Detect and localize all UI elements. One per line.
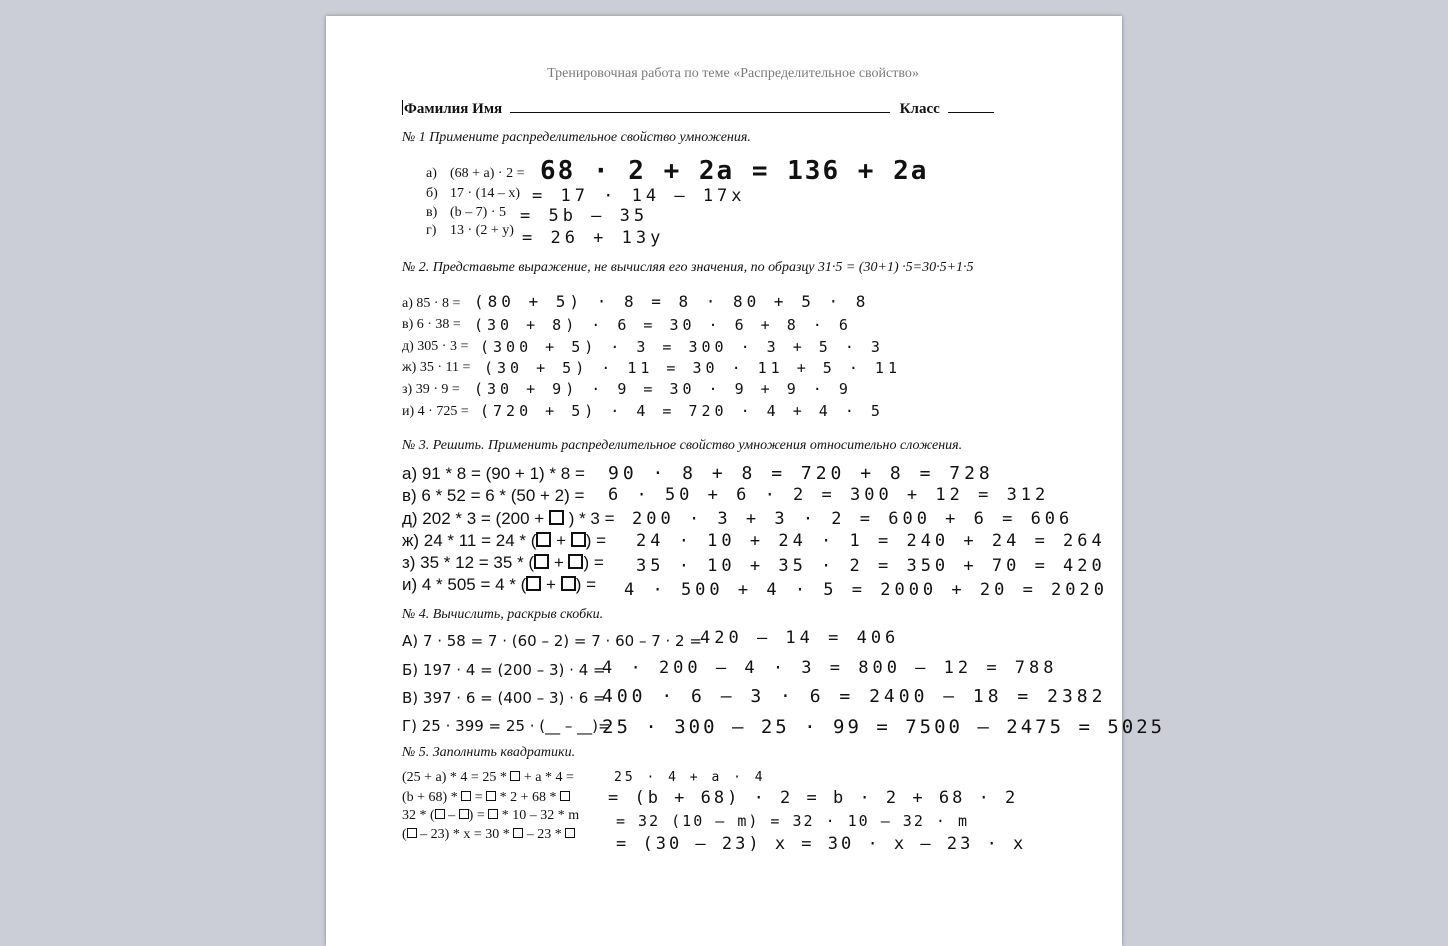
task5-answer-c: = 32 (10 – m) = 32 · 10 – 32 · m — [616, 812, 969, 830]
expr-part: и) 4 * 505 = 4 * ( — [402, 575, 527, 594]
task3-header: № 3. Решить. Применить распределительное свойство умножения относительно сложения. — [402, 438, 963, 453]
small-box — [488, 809, 498, 819]
item-expr: 13 · (2 + у) — [450, 223, 514, 238]
expr-part: – — [448, 808, 456, 823]
blank-box — [534, 554, 549, 569]
task3-answer-d: 24 · 10 + 24 · 1 = 240 + 24 = 264 — [636, 531, 1106, 551]
item-letter: а) — [426, 166, 437, 181]
document-page[interactable] — [326, 16, 1166, 946]
task4-item-b: Б) 197 · 4 = (200 – 3) · 4 = — [402, 661, 606, 679]
task5-item-d — [402, 827, 575, 843]
task2-item-c: д) 305 · 3 = — [402, 339, 469, 354]
blank-box — [561, 576, 576, 591]
small-box — [565, 828, 575, 838]
small-box — [560, 791, 570, 801]
task4-item-d: Г) 25 · 399 = 25 · (__ – __)= — [402, 717, 611, 735]
task2-answer-c: (300 + 5) · 3 = 300 · 3 + 5 · 3 — [480, 338, 884, 356]
blank-box — [568, 554, 583, 569]
task2-answer-a: (80 + 5) · 8 = 8 · 80 + 5 · 8 — [474, 292, 870, 311]
expr-part: д) 202 * 3 = (200 + — [402, 509, 545, 528]
item-letter: в) — [426, 205, 438, 220]
small-box — [486, 791, 496, 801]
task1-answer-d: = 26 + 13y — [522, 228, 665, 248]
task3-item-e — [402, 553, 604, 573]
task2-answer-e: (30 + 9) · 9 = 30 · 9 + 9 · 9 — [474, 380, 852, 398]
task4-answer-d: 25 · 300 – 25 · 99 = 7500 – 2475 = 5025 — [602, 716, 1166, 738]
task2-item-a: а) 85 · 8 = — [402, 296, 461, 311]
task1-item-d — [426, 223, 514, 239]
task2-item-e: з) 39 · 9 = — [402, 382, 460, 397]
item-expr: (68 + а) · 2 = — [450, 166, 525, 181]
expr-part: (b + 68) * — [402, 790, 458, 805]
task5-answer-d: = (30 – 23) x = 30 · x – 23 · x — [616, 834, 1027, 854]
task3-answer-f: 4 · 500 + 4 · 5 = 2000 + 20 = 2020 — [624, 580, 1108, 600]
task4-item-a: А) 7 · 58 = 7 · (60 – 2) = 7 · 60 – 7 · 2 = — [402, 632, 702, 650]
item-expr: (b – 7) · 5 — [450, 205, 506, 220]
small-box — [461, 791, 471, 801]
task3-answer-e: 35 · 10 + 35 · 2 = 350 + 70 = 420 — [636, 556, 1106, 576]
task3-answer-c: 200 · 3 + 3 · 2 = 600 + 6 = 606 — [632, 509, 1074, 529]
expr-part: * 2 + 68 * — [499, 790, 557, 805]
task1-item-c — [426, 205, 506, 221]
task3-item-a: а) 91 * 8 = (90 + 1) * 8 = — [402, 464, 585, 483]
task5-item-c — [402, 808, 579, 824]
task2-answer-b: (30 + 8) · 6 = 30 · 6 + 8 · 6 — [474, 316, 852, 334]
task4-header: № 4. Вычислить, раскрыв скобки. — [402, 607, 604, 622]
small-box — [435, 809, 445, 819]
expr-part: (25 + а) * 4 = 25 * — [402, 770, 507, 785]
task2-answer-d: (30 + 5) · 11 = 30 · 11 + 5 · 11 — [484, 359, 901, 377]
task1-answer-b: = 17 · 14 – 17x — [532, 186, 746, 206]
task2-item-d: ж) 35 · 11 = — [402, 360, 471, 375]
expr-part: – 23) * х = 30 * — [420, 827, 510, 842]
task3-answer-a: 90 · 8 + 8 = 720 + 8 = 728 — [608, 463, 994, 484]
expr-part: + а * 4 = — [523, 770, 574, 785]
expr-part: – 23 * — [526, 827, 562, 842]
task3-item-c — [402, 509, 615, 529]
task2-answer-f: (720 + 5) · 4 = 720 · 4 + 4 · 5 — [480, 402, 884, 420]
item-letter: б) — [426, 186, 438, 201]
task5-header: № 5. Заполнить квадратики. — [402, 745, 576, 760]
blank-box — [526, 576, 541, 591]
name-row — [402, 100, 994, 118]
task3-answer-b: 6 · 50 + 6 · 2 = 300 + 12 = 312 — [608, 485, 1050, 505]
expr-part: ж) 24 * 11 = 24 * ( — [402, 531, 537, 550]
task1-header: № 1 Примените распределительное свойство умножения. — [402, 130, 751, 145]
task3-item-f — [402, 575, 596, 595]
task2-header: № 2. Представьте выражение, не вычисляя его значения, по образцу 31·5 = (30+1) ·5=30·5+1·5 — [402, 260, 974, 275]
expr-part: + — [546, 575, 556, 594]
name-label: Фамилия Имя — [404, 101, 503, 117]
item-letter: г) — [426, 223, 437, 238]
expr-part: + — [556, 531, 567, 550]
task4-answer-a: 420 – 14 = 406 — [700, 628, 900, 648]
text-cursor — [402, 100, 403, 115]
task2-item-b: в) 6 · 38 = — [402, 317, 461, 332]
expr-part: ( — [402, 827, 407, 842]
expr-part: * 10 – 32 * m — [501, 808, 580, 823]
task4-item-c: В) 397 · 6 = (400 – 3) · 6 = — [402, 689, 606, 707]
task4-answer-c: 400 · 6 – 3 · 6 = 2400 – 18 = 2382 — [602, 686, 1107, 707]
task4-answer-b: 4 · 200 – 4 · 3 = 800 – 12 = 788 — [602, 658, 1058, 678]
expr-part: ) = — [585, 531, 607, 550]
expr-part: ) = — [575, 575, 597, 594]
expr-part: = — [474, 790, 483, 805]
expr-part: ) * 3 = — [568, 509, 615, 528]
task1-answer-c: = 5b – 35 — [520, 206, 649, 226]
blank-box — [536, 532, 551, 547]
task5-item-a — [402, 770, 574, 786]
blank-box — [571, 532, 586, 547]
class-underline — [948, 100, 994, 113]
expr-part: + — [553, 553, 564, 572]
class-label: Класс — [899, 101, 940, 117]
task3-item-d — [402, 531, 606, 551]
expr-part: ) = — [583, 553, 604, 572]
name-underline — [510, 100, 890, 113]
item-expr: 17 · (14 – х) — [450, 186, 520, 201]
small-box — [513, 828, 523, 838]
task3-item-b: в) 6 * 52 = 6 * (50 + 2) = — [402, 486, 585, 505]
blank-box — [549, 510, 564, 525]
small-box — [407, 828, 417, 838]
task5-answer-b: = (b + 68) · 2 = b · 2 + 68 · 2 — [608, 788, 1019, 808]
document-title: Тренировочная работа по теме «Распределительное свойство» — [547, 66, 919, 81]
task5-item-b — [402, 790, 570, 806]
small-box — [459, 809, 469, 819]
expr-part: ) = — [468, 808, 485, 823]
task2-item-f: и) 4 · 725 = — [402, 404, 469, 419]
task1-item-a — [426, 166, 525, 182]
task1-answer-a: 68 · 2 + 2a = 136 + 2a — [540, 156, 929, 186]
expr-part: 32 * ( — [402, 808, 435, 823]
expr-part: з) 35 * 12 = 35 * ( — [402, 553, 535, 572]
task5-answer-a: 25 · 4 + a · 4 — [614, 770, 766, 785]
small-box — [510, 771, 520, 781]
task1-item-b — [426, 186, 520, 202]
